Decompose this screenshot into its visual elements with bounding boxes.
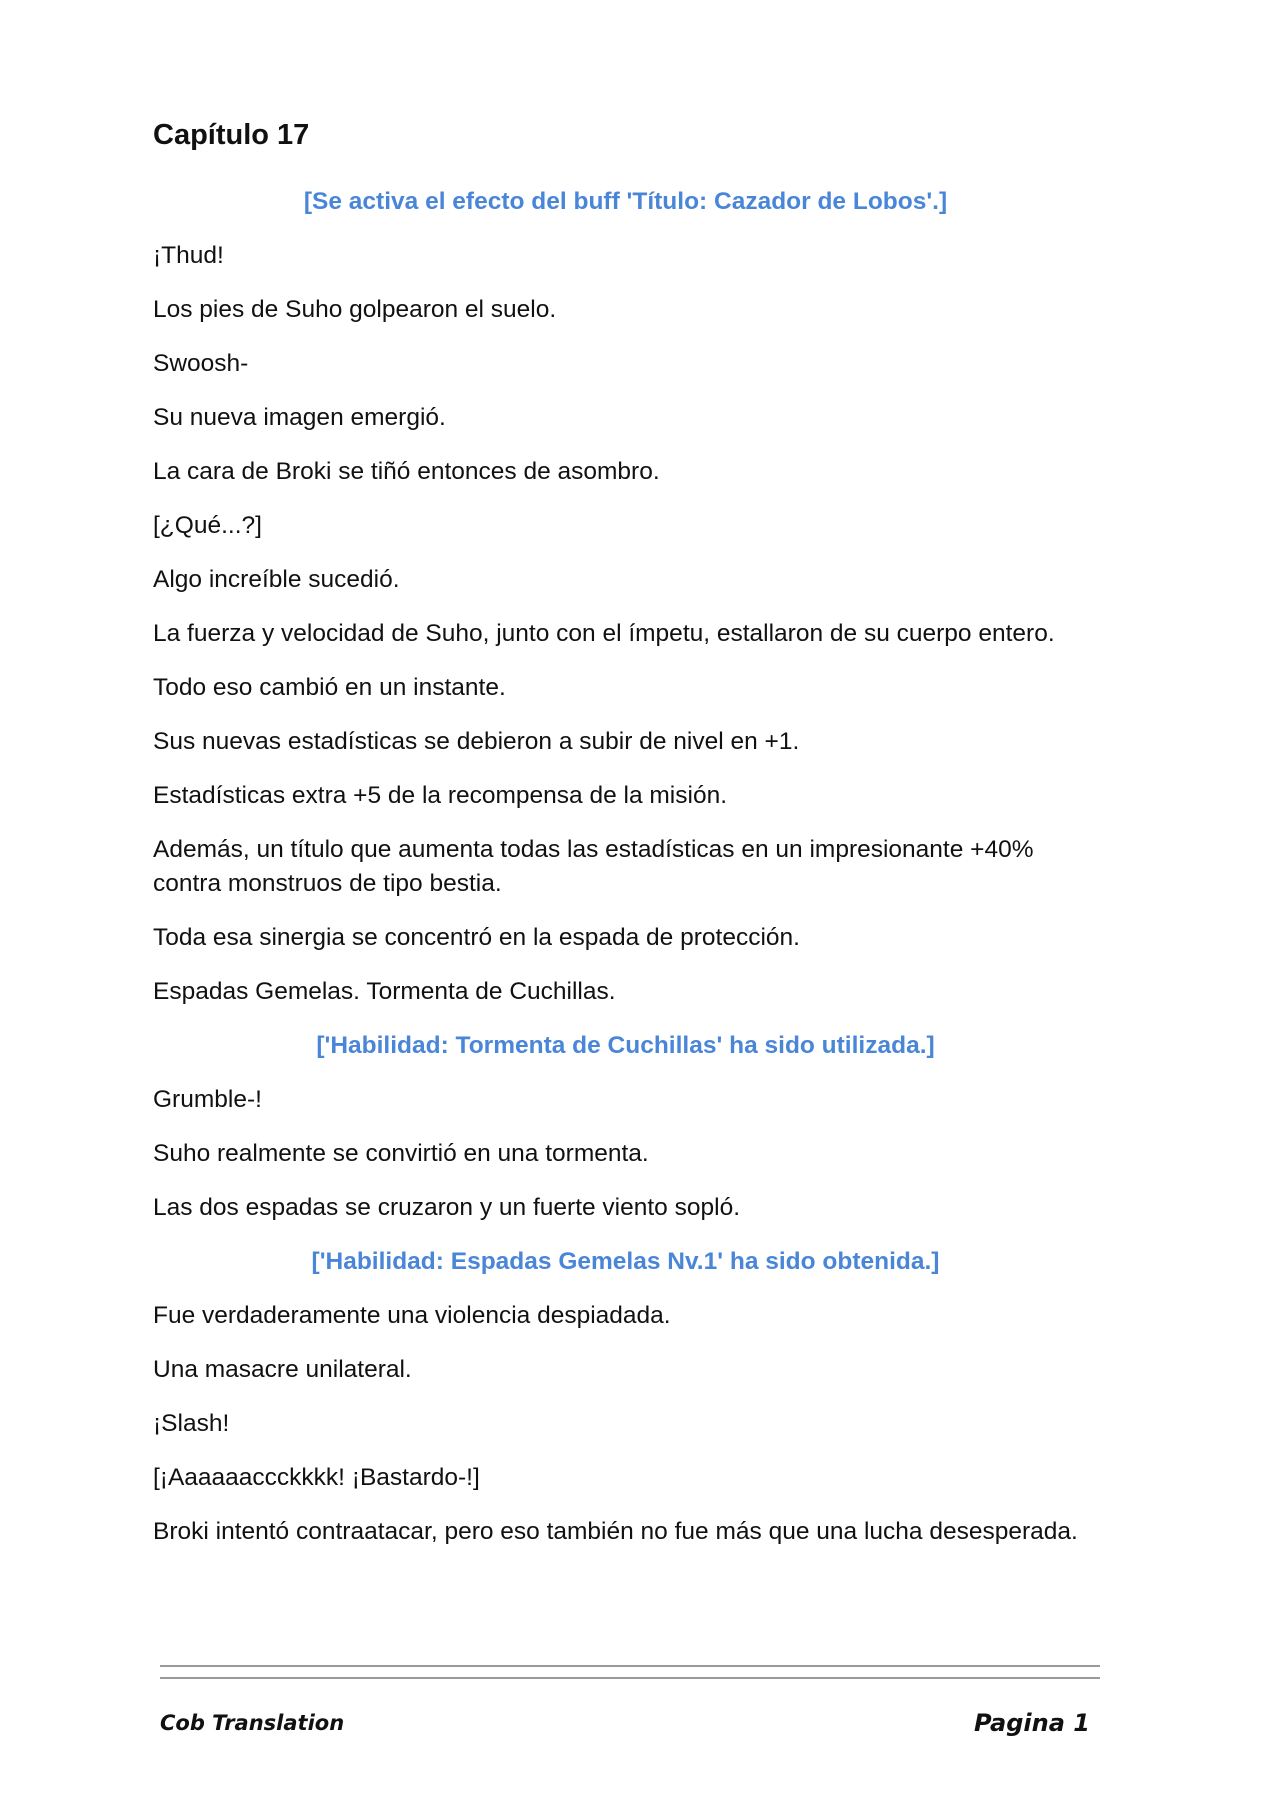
footer-rule-top: [160, 1665, 1100, 1667]
footer-row: [160, 1709, 1100, 1737]
footer-rule-bottom: [160, 1677, 1100, 1679]
paragraph: Todo eso cambió en un instante.: [153, 673, 506, 701]
paragraph: ¡Slash!: [153, 1409, 230, 1437]
paragraph: Grumble-!: [153, 1085, 262, 1113]
paragraph: Swoosh-: [153, 349, 249, 377]
paragraph: Fue verdaderamente una violencia despiadada.: [153, 1301, 671, 1329]
system-message: ['Habilidad: Tormenta de Cuchillas' ha sido utilizada.]: [316, 1031, 935, 1059]
paragraph: Suho realmente se convirtió en una tormenta.: [153, 1139, 649, 1167]
paragraph: Además, un título que aumenta todas las estadísticas en un impresionante +40% contra monstruos de tipo bestia.: [153, 835, 1034, 897]
paragraph: Algo increíble sucedió.: [153, 565, 400, 593]
paragraph: Sus nuevas estadísticas se debieron a subir de nivel en +1.: [153, 727, 800, 755]
system-message: [Se activa el efecto del buff 'Título: Cazador de Lobos'.]: [303, 187, 948, 215]
paragraph-list: [153, 185, 1098, 1549]
paragraph: Su nueva imagen emergió.: [153, 403, 446, 431]
paragraph: Espadas Gemelas. Tormenta de Cuchillas.: [153, 977, 616, 1005]
paragraph: Una masacre unilateral.: [153, 1355, 412, 1383]
paragraph: Estadísticas extra +5 de la recompensa de la misión.: [153, 781, 728, 809]
paragraph: Los pies de Suho golpearon el suelo.: [153, 295, 557, 323]
system-message: ['Habilidad: Espadas Gemelas Nv.1' ha sido obtenida.]: [311, 1247, 940, 1275]
chapter-title: Capítulo 17: [153, 119, 310, 151]
page-footer: [160, 1665, 1100, 1737]
page-content: [153, 118, 1098, 1569]
paragraph: [¿Qué...?]: [153, 511, 262, 539]
paragraph: La cara de Broki se tiñó entonces de asombro.: [153, 457, 660, 485]
paragraph: ¡Thud!: [153, 241, 224, 269]
paragraph: Broki intentó contraatacar, pero eso también no fue más que una lucha desesperada.: [153, 1517, 1078, 1545]
paragraph: La fuerza y velocidad de Suho, junto con el ímpetu, estallaron de su cuerpo entero.: [153, 619, 1055, 647]
paragraph: Toda esa sinergia se concentró en la espada de protección.: [153, 923, 800, 951]
paragraph: [¡Aaaaaaccckkkk! ¡Bastardo-!]: [153, 1463, 480, 1491]
paragraph: Las dos espadas se cruzaron y un fuerte viento sopló.: [153, 1193, 740, 1221]
footer-page-number: Pagina 1: [974, 1709, 1090, 1737]
footer-credit: Cob Translation: [160, 1711, 345, 1735]
